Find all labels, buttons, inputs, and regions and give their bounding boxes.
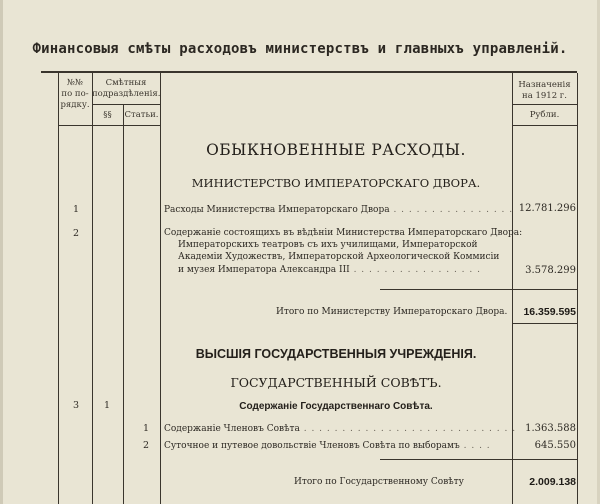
header-bottom-rule — [58, 125, 160, 126]
total-council-amount: 2.009.138 — [529, 476, 576, 488]
amount-header-rule — [512, 104, 578, 105]
row-number: 2 — [73, 228, 80, 239]
page-title: Финансовыя смѣты расходовъ министерствъ и главныхъ управленій. — [32, 41, 568, 57]
row-text: Суточное и путевое довольствіе Членовъ Совѣта по выборамъ . . . . — [164, 441, 491, 451]
col-rule-article — [160, 73, 161, 504]
section-ordinary-expenses: ОБЫКНОВЕННЫЕ РАСХОДЫ. — [206, 141, 466, 159]
leader-dots: . . . . . . . . . . . . . . . . — [389, 205, 514, 215]
row-paragraph: 1 — [104, 400, 111, 411]
row-text: Содержаніе Членовъ Совѣта . . . . . . . . . . . . . . . . . . . . . . . . . . . . — [164, 424, 517, 434]
leader-dots: . . . . — [459, 441, 491, 451]
header-amount: Назначенія на 1912 г. — [518, 80, 571, 101]
row-amount: 3.578.299 — [525, 265, 576, 276]
header-bottom-rule-amount — [512, 125, 578, 126]
subdiv-header-rule — [92, 104, 160, 105]
section-state-council: ГОСУДАРСТВЕННЫЙ СОВѢТЪ. — [230, 375, 442, 390]
row-text-line: Академіи Художествъ, Императорской Археологической Коммисіи — [178, 252, 500, 262]
row-text-line: и музея Императора Александра III . . . . . . . . . . . . . . . . . — [178, 265, 481, 275]
row-article: 2 — [143, 440, 150, 451]
total-court-label: Итого по Министерству Императорскаго Двора. — [276, 307, 508, 317]
total-rule — [380, 459, 578, 460]
left-scan-edge — [0, 0, 3, 504]
row-text-line: Содержаніе состоящихъ въ вѣдѣніи Министерства Императорскаго Двора: — [164, 228, 523, 238]
row-text-line: Императорскихъ театровъ съ ихъ училищами, Императорской — [178, 240, 478, 250]
total-rule — [380, 289, 578, 290]
row-amount: 1.363.588 — [525, 423, 576, 434]
header-article: Статьи. — [124, 110, 159, 120]
leader-dots: . . . . . . . . . . . . . . . . . . . . . . . . . . . . — [299, 424, 517, 434]
row-amount: 12.781.296 — [518, 203, 576, 214]
section-state-council-upkeep: Содержаніе Государственнаго Совѣта. — [239, 401, 433, 412]
leader-dots: . . . . . . . . . . . . . . . . . — [349, 265, 481, 275]
row-number: 3 — [73, 400, 80, 411]
header-subdivisions: Смѣтныя подраздѣленія. — [92, 78, 161, 99]
row-text: Расходы Министерства Императорскаго Двора . . . . . . . . . . . . . . . . — [164, 205, 514, 215]
header-amount-unit: Рубли. — [529, 110, 560, 120]
row-amount: 645.550 — [534, 440, 576, 451]
col-rule-order — [92, 73, 93, 504]
total-court-amount: 16.359.595 — [523, 306, 576, 318]
total-council-label: Итого по Государственному Совѣту — [294, 477, 464, 487]
section-higher-institutions: ВЫСШІЯ ГОСУДАРСТВЕННЫЯ УЧРЕЖДЕНІЯ. — [195, 347, 477, 361]
col-rule-left — [58, 73, 59, 504]
row-article: 1 — [143, 423, 150, 434]
row-number: 1 — [73, 204, 80, 215]
section-court-ministry: МИНИСТЕРСТВО ИМПЕРАТОРСКАГО ДВОРА. — [191, 176, 481, 190]
header-paragraph: §§ — [103, 110, 112, 120]
header-order: №№ по по- рядку. — [60, 78, 90, 110]
total-rule-bottom — [512, 323, 578, 324]
table-top-rule — [41, 71, 577, 73]
col-rule-paragraph — [123, 104, 124, 504]
